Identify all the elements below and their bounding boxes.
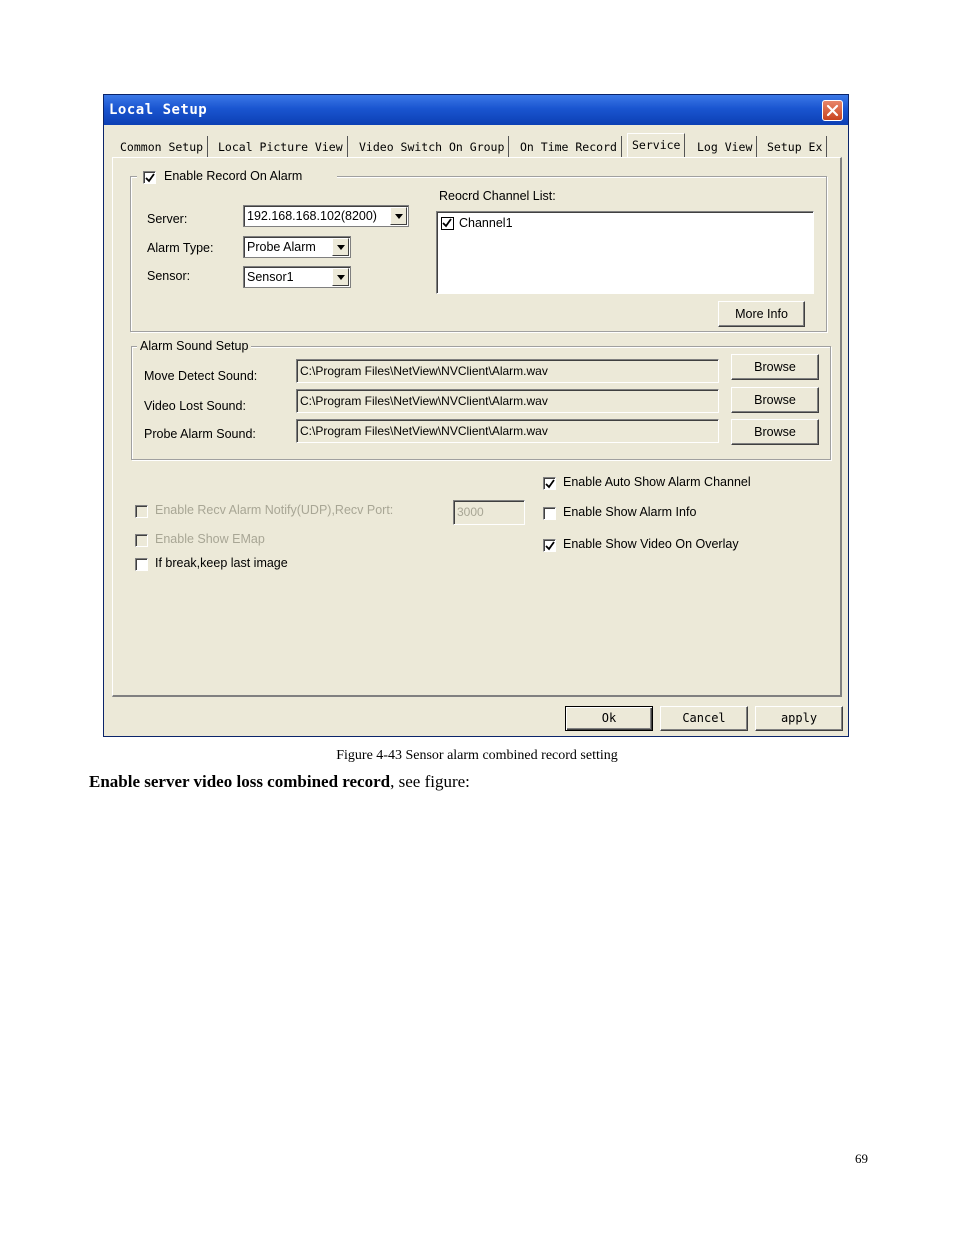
- ok-button[interactable]: Ok: [565, 706, 653, 731]
- probe-alarm-sound-input[interactable]: [296, 419, 719, 443]
- cancel-button[interactable]: Cancel: [660, 706, 748, 731]
- server-value: 192.168.168.102(8200): [247, 209, 377, 223]
- keep-last-image-label: If break,keep last image: [155, 556, 288, 570]
- recv-alarm-label: Enable Recv Alarm Notify(UDP),Recv Port:: [155, 503, 394, 517]
- video-lost-sound-input[interactable]: [296, 389, 719, 413]
- enable-record-label: Enable Record On Alarm: [164, 169, 303, 183]
- recv-port-input[interactable]: [453, 500, 525, 525]
- auto-show-alarm-label: Enable Auto Show Alarm Channel: [563, 475, 751, 489]
- chevron-down-icon: [337, 275, 345, 280]
- record-channel-list[interactable]: [436, 211, 814, 294]
- show-alarm-info-checkbox[interactable]: [543, 507, 556, 520]
- show-alarm-info-label: Enable Show Alarm Info: [563, 505, 697, 519]
- close-icon: [826, 104, 839, 117]
- chevron-down-icon: [395, 214, 403, 219]
- move-detect-sound-path: C:\Program Files\NetView\NVClient\Alarm.wav: [300, 364, 548, 378]
- tab-log-view[interactable]: Log View: [693, 136, 757, 158]
- sensor-select[interactable]: [243, 266, 351, 288]
- show-video-overlay-checkbox[interactable]: [543, 539, 556, 552]
- alarm-type-select[interactable]: [243, 236, 351, 258]
- page-number: 69: [855, 1151, 868, 1166]
- alarm-sound-legend: Alarm Sound Setup: [137, 339, 251, 353]
- tab-service[interactable]: Service: [627, 133, 685, 158]
- auto-show-alarm-checkbox[interactable]: [543, 477, 556, 490]
- checkmark-icon: [545, 479, 555, 489]
- chevron-down-icon: [337, 245, 345, 250]
- show-emap-checkbox[interactable]: [135, 534, 148, 547]
- server-label: Server:: [147, 212, 188, 226]
- record-group-header: [137, 167, 337, 187]
- channel1-checkbox[interactable]: [441, 217, 454, 230]
- sensor-value: Sensor1: [247, 270, 294, 284]
- close-button[interactable]: [822, 100, 843, 121]
- figure-caption: Figure 4-43 Sensor alarm combined record setting: [336, 748, 618, 763]
- show-emap-label: Enable Show EMap: [155, 532, 265, 546]
- server-select[interactable]: [243, 205, 409, 227]
- body-bold-text: Enable server video loss combined record: [89, 772, 391, 791]
- probe-alarm-sound-label: Probe Alarm Sound:: [144, 427, 256, 441]
- server-dropdown-button[interactable]: [390, 207, 407, 225]
- recv-port-value: 3000: [457, 505, 484, 519]
- channel-list-label: Reocrd Channel List:: [439, 189, 556, 203]
- title-bar[interactable]: [104, 95, 848, 125]
- enable-record-checkbox[interactable]: [143, 171, 156, 184]
- recv-alarm-checkbox[interactable]: [135, 505, 148, 518]
- tab-setup-ex[interactable]: Setup Ex: [763, 136, 827, 158]
- channel1-label: Channel1: [459, 216, 513, 230]
- checkmark-icon: [442, 218, 452, 228]
- alarm-type-label: Alarm Type:: [147, 241, 214, 255]
- move-detect-sound-input[interactable]: [296, 359, 719, 383]
- keep-last-image-checkbox[interactable]: [135, 558, 148, 571]
- move-detect-sound-label: Move Detect Sound:: [144, 369, 258, 383]
- browse-video-lost-button[interactable]: Browse: [731, 387, 819, 413]
- apply-button[interactable]: apply: [755, 706, 843, 731]
- local-setup-dialog: [103, 94, 849, 737]
- checkmark-icon: [545, 541, 555, 551]
- alarm-type-value: Probe Alarm: [247, 240, 316, 254]
- body-paragraph: [89, 772, 470, 792]
- video-lost-sound-label: Video Lost Sound:: [144, 399, 246, 413]
- tab-local-picture-view[interactable]: Local Picture View: [214, 136, 348, 158]
- video-lost-sound-path: C:\Program Files\NetView\NVClient\Alarm.wav: [300, 394, 548, 408]
- tab-on-time-record[interactable]: On Time Record: [516, 136, 622, 158]
- body-rest-text: , see figure:: [390, 772, 470, 791]
- tab-common-setup[interactable]: Common Setup: [116, 136, 208, 158]
- more-info-button[interactable]: More Info: [718, 301, 805, 327]
- show-video-overlay-label: Enable Show Video On Overlay: [563, 537, 739, 551]
- checkmark-icon: [145, 173, 155, 183]
- tab-video-switch-on-group[interactable]: Video Switch On Group: [355, 136, 509, 158]
- sensor-dropdown-button[interactable]: [332, 268, 349, 286]
- sensor-label: Sensor:: [147, 269, 191, 283]
- alarm-type-dropdown-button[interactable]: [332, 238, 349, 256]
- browse-probe-alarm-button[interactable]: Browse: [731, 419, 819, 445]
- browse-move-detect-button[interactable]: Browse: [731, 354, 819, 380]
- probe-alarm-sound-path: C:\Program Files\NetView\NVClient\Alarm.wav: [300, 424, 548, 438]
- dialog-title: Local Setup: [109, 102, 208, 118]
